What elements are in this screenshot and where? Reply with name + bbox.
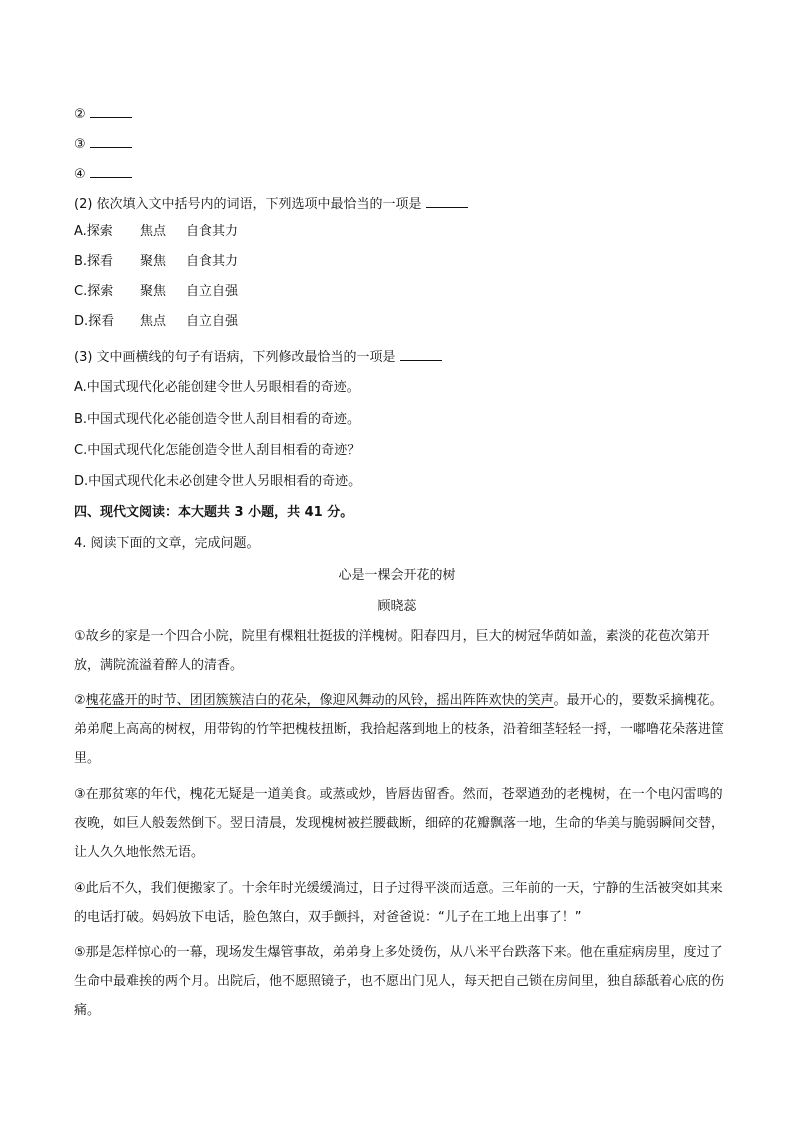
question-3-option-a: A.中国式现代化必能创建令世人另眼相看的奇迹。 xyxy=(74,380,360,395)
answer-line-2 xyxy=(74,103,132,125)
answer-blank[interactable] xyxy=(426,193,468,208)
question-2-option-d xyxy=(74,312,238,332)
paragraph-text: 。最开心的，要数采摘槐花。弟弟爬上高高的树杈，用带钩的竹竿把槐枝扭断，我拾起落到地上的枝条，沿着细茎轻轻一捋，一嘟噜花朵落进筐里。 xyxy=(74,693,725,766)
answer-blank[interactable] xyxy=(90,163,132,178)
option-word-2: 焦点 xyxy=(140,224,167,239)
question-2-option-a xyxy=(74,222,238,242)
option-word-3: 自食其力 xyxy=(186,224,239,239)
section-4-heading: 四、现代文阅读：本大题共 3 小题，共 41 分。 xyxy=(74,505,354,520)
article-paragraph-5: ⑤那是怎样惊心的一幕，现场发生爆管事故，弟弟身上多处烫伤，从八米平台跌落下来。他在重症病房里，度过了生命中最难挨的两个月。出院后，他不愿照镜子，也不愿出门见人，每天把自己锁在房间里，独自舔舐着心底的伤痛。 xyxy=(74,945,725,1018)
answer-line-4 xyxy=(74,163,132,185)
question-2-text: (2) 依次填入文中括号内的词语，下列选项中最恰当的一项是 xyxy=(74,197,422,212)
question-3-text: (3) 文中画横线的句子有语病，下列修改最恰当的一项是 xyxy=(74,350,396,365)
article-author: 顾晓蕊 xyxy=(377,599,417,614)
question-2-option-c xyxy=(74,282,238,302)
option-word-3: 自立自强 xyxy=(186,284,239,299)
answer-line-3 xyxy=(74,133,132,155)
question-2-prompt xyxy=(74,193,468,215)
article-paragraph-2 xyxy=(74,686,724,773)
article-title: 心是一棵会开花的树 xyxy=(338,568,456,583)
question-2-option-b xyxy=(74,252,238,272)
answer-marker: ② xyxy=(74,107,86,122)
underlined-sentence: 槐花盛开的时节、团团簇簇洁白的花朵，像迎风舞动的风铃，摇出阵阵欢快的笑声 xyxy=(85,693,554,708)
answer-blank[interactable] xyxy=(90,103,132,118)
question-3-option-b: B.中国式现代化必能创造令世人刮目相看的奇迹。 xyxy=(74,412,361,427)
option-word-1: D.探看 xyxy=(74,314,115,329)
option-word-1: A.探索 xyxy=(74,224,113,239)
option-word-3: 自立自强 xyxy=(186,314,239,329)
question-3-prompt xyxy=(74,346,442,368)
question-3-option-c: C.中国式现代化怎能创造令世人刮目相看的奇迹？ xyxy=(74,443,361,458)
option-word-2: 焦点 xyxy=(140,314,167,329)
answer-marker: ③ xyxy=(74,137,86,152)
option-word-1: C.探索 xyxy=(74,284,114,299)
answer-blank[interactable] xyxy=(400,346,442,361)
option-word-1: B.探看 xyxy=(74,254,114,269)
answer-blank[interactable] xyxy=(90,133,132,148)
article-paragraph-1: ①故乡的家是一个四合小院，院里有棵粗壮挺拔的洋槐树。阳春四月，巨大的树冠华荫如盖，素淡的花苞次第开放，满院流溢着醉人的清香。 xyxy=(74,629,710,673)
paragraph-marker: ② xyxy=(74,693,86,708)
article-paragraph-3: ③在那贫寒的年代，槐花无疑是一道美食。或蒸或炒，皆唇齿留香。然而，苍翠遒劲的老槐树，在一个电闪雷鸣的夜晚，如巨人般轰然倒下。翌日清晨，发现槐树被拦腰截断，细碎的花瓣飘落一地，生命的华美与脆弱瞬间交替，让人久久地怅然无语。 xyxy=(74,787,725,860)
option-word-2: 聚焦 xyxy=(140,284,167,299)
answer-marker: ④ xyxy=(74,167,86,182)
option-word-2: 聚焦 xyxy=(140,254,167,269)
option-word-3: 自食其力 xyxy=(186,254,239,269)
article-paragraph-4: ④此后不久，我们便搬家了。十余年时光缓缓淌过，日子过得平淡而适意。三年前的一天，宁静的生活被突如其来的电话打破。妈妈放下电话，脸色煞白，双手颤抖，对爸爸说：“儿子在工地上出事了！” xyxy=(74,881,723,925)
question-4-instruction: 4. 阅读下面的文章，完成问题。 xyxy=(74,536,260,551)
question-3-option-d: D.中国式现代化未必创建令世人另眼相看的奇迹。 xyxy=(74,474,362,489)
